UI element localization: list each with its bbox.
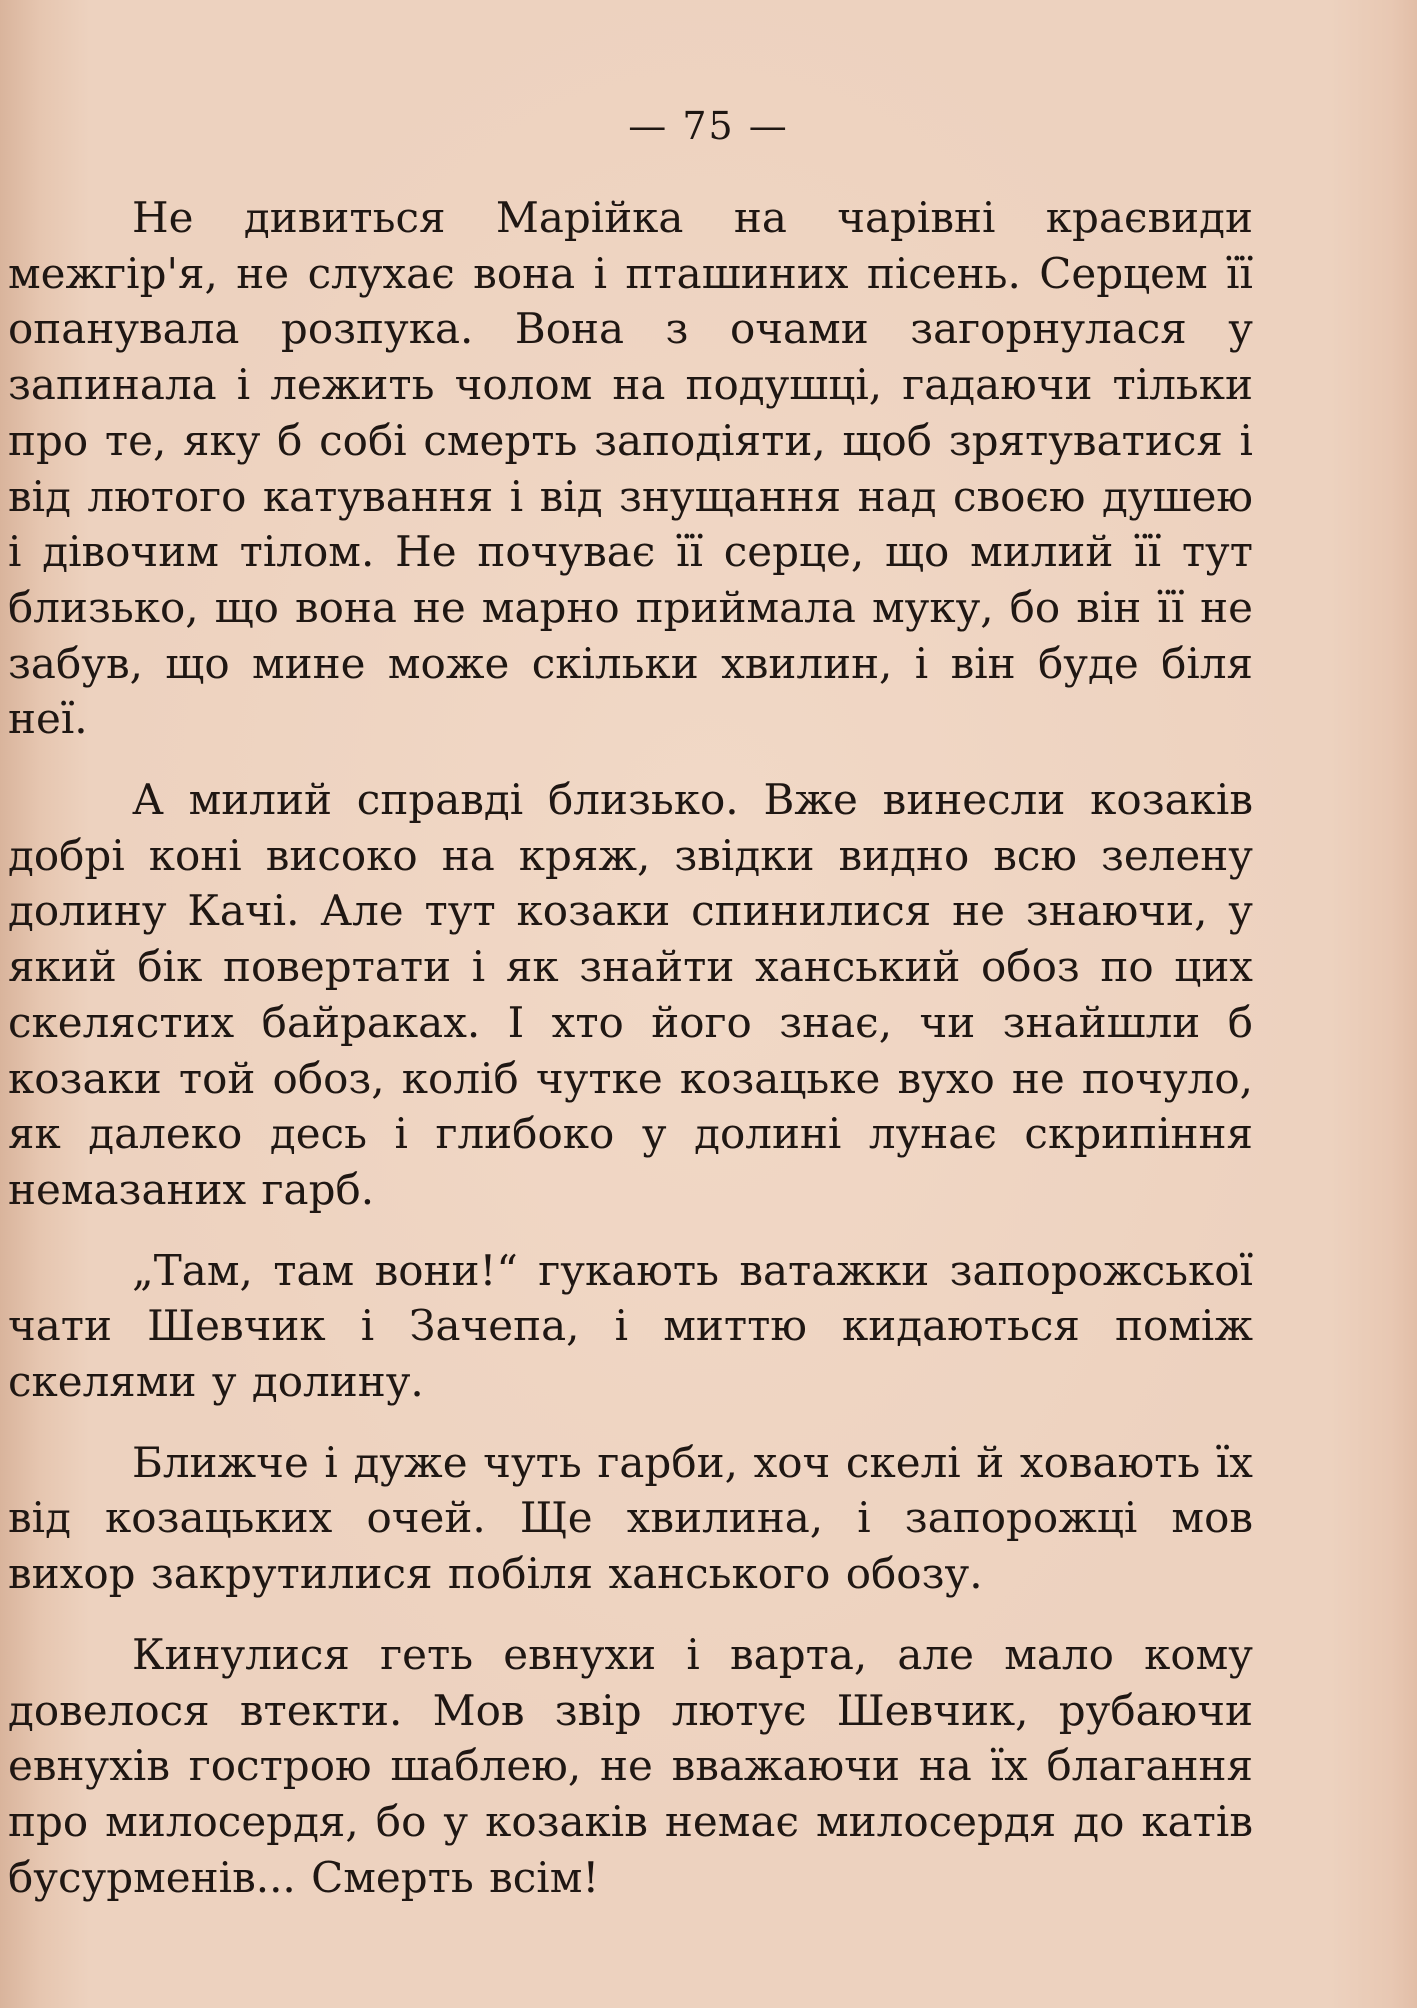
paragraph-1: Не дивиться Марійка на чарівні краєвиди межгір'я, не слухає вона і пташиних пісень. Серцем її опанувала розпука. Вона з очами загорнулася у запинала і лежить чолом на подушці, гадаючи тільки про те, яку б собі смерть заподіяти, щоб зрятуватися і від лютого катування і від знущання над своєю душею і дівочим тілом. Не почуває її серце, що милий її тут близько, що вона не марно приймала муку, бо він її не забув, що мине може скільки хвилин, і він буде біля неї. (8, 193, 1253, 744)
paragraph-4: Ближче і дуже чуть гарби, хоч скелі й ховають їх від козацьких очей. Ще хвилина, і запорожці мов вихор закрутилися побіля ханського обозу. (8, 1437, 1253, 1599)
paragraph-2: А милий справді близько. Вже винесли козаків добрі коні високо на кряж, звідки видно всю зелену долину Качі. Але тут козаки спинилися не знаючи, у який бік повертати і як знайти ханський обоз по цих скелястих байраках. І хто його знає, чи знайшли б козаки той обоз, коліб чутке козацьке вухо не почуло, як далеко десь і глибоко у долині лунає скрипіння немазаних гарб. (8, 775, 1253, 1214)
page-number: — 75 — (628, 104, 789, 148)
paragraph-5: Кинулися геть евнухи і варта, але мало кому довелося втекти. Мов звір лютує Шевчик, рубаючи евнухів гострою шаблею, не вважаючи на їх благання про милосердя, бо у козаків немає милосердя до катів бусурменів... Смерть всім! (8, 1629, 1253, 1902)
paragraph-3: „Там, там вони!“ гукають ватажки запорожської чати Шевчик і Зачепа, і миттю кидаються поміж скелями у долину. (8, 1245, 1253, 1407)
page-body (8, 190, 1253, 1930)
